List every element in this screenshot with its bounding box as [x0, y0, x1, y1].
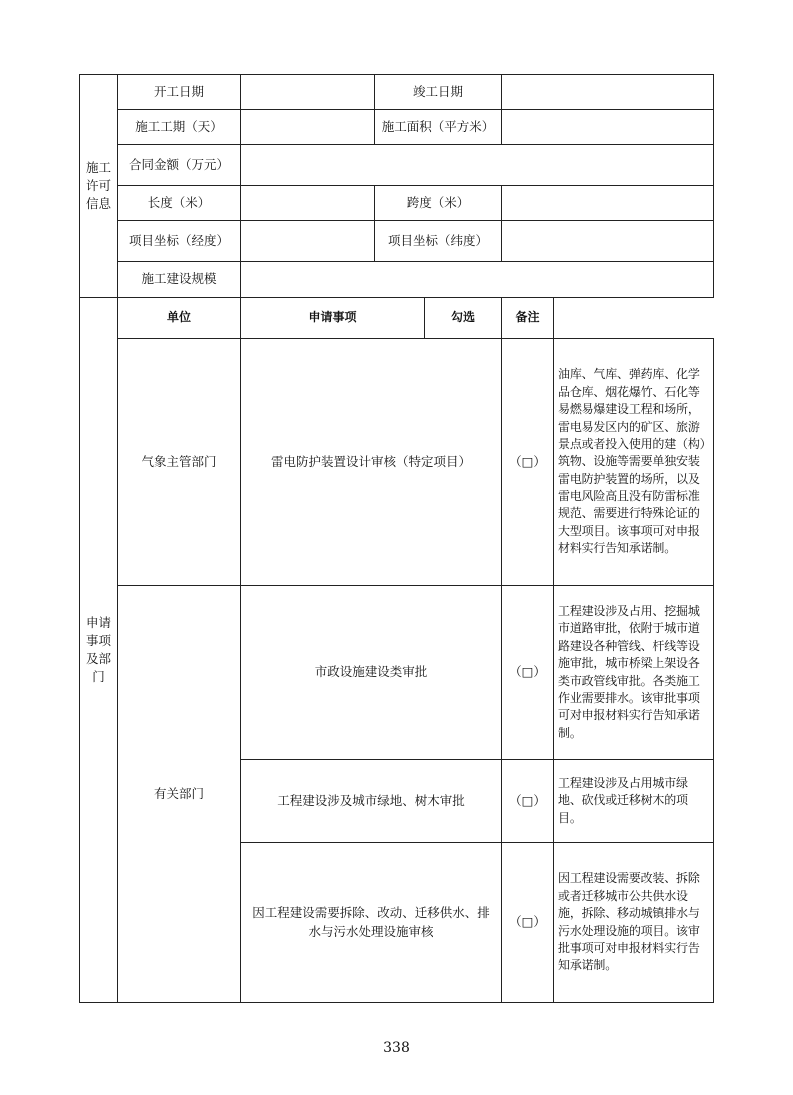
label-area: 施工面积（平方米）	[375, 110, 502, 145]
input-start-date[interactable]	[241, 75, 375, 110]
label-longitude: 项目坐标（经度）	[118, 221, 241, 262]
row-checkbox[interactable]: （□）	[502, 760, 554, 843]
section-title-application: 申请事项及部门	[80, 298, 118, 1003]
label-end-date: 竣工日期	[375, 75, 502, 110]
application-form-table	[79, 74, 714, 1003]
row-item: 雷电防护装置设计审核（特定项目）	[241, 339, 502, 586]
label-start-date: 开工日期	[118, 75, 241, 110]
row-note: 油库、气库、弹药库、化学品仓库、烟花爆竹、石化等易燃易爆建设工程和场所，雷电易发区内的矿区、旅游景点或者投入使用的建（构）筑物、设施等需要单独安装雷电防护装置的场所，以及雷电风险高且没有防雷标准规范、需要进行特殊论证的大型项目。该事项可对申报材料实行告知承诺制。	[554, 339, 714, 586]
row-checkbox[interactable]: （□）	[502, 843, 554, 1003]
row-note: 工程建设涉及占用城市绿地、砍伐或迁移树木的项目。	[554, 760, 714, 843]
input-longitude[interactable]	[241, 221, 375, 262]
row-note: 工程建设涉及占用、挖掘城市道路审批，依附于城市道路建设各种管线、杆线等设施审批，城市桥梁上架设各类市政管线审批。各类施工作业需要排水。该审批事项可对申报材料实行告知承诺制。	[554, 586, 714, 760]
input-latitude[interactable]	[502, 221, 714, 262]
row-item: 工程建设涉及城市绿地、树木审批	[241, 760, 502, 843]
header-note: 备注	[502, 298, 554, 339]
header-unit: 单位	[118, 298, 241, 339]
row-note: 因工程建设需要改装、拆除或者迁移城市公共供水设施，拆除、移动城镇排水与污水处理设施的项目。该审批事项可对申报材料实行告知承诺制。	[554, 843, 714, 1003]
label-latitude: 项目坐标（纬度）	[375, 221, 502, 262]
header-item: 申请事项	[241, 298, 425, 339]
header-check: 勾选	[425, 298, 502, 339]
input-contract-amount[interactable]	[241, 145, 714, 186]
row-unit: 气象主管部门	[118, 339, 241, 586]
label-contract-amount: 合同金额（万元）	[118, 145, 241, 186]
row-unit: 有关部门	[118, 586, 241, 1003]
row-checkbox[interactable]: （□）	[502, 586, 554, 760]
input-end-date[interactable]	[502, 75, 714, 110]
label-duration: 施工工期（天）	[118, 110, 241, 145]
input-construction-scale[interactable]	[241, 262, 714, 298]
label-span: 跨度（米）	[375, 186, 502, 221]
input-duration[interactable]	[241, 110, 375, 145]
input-length[interactable]	[241, 186, 375, 221]
row-item: 市政设施建设类审批	[241, 586, 502, 760]
row-item: 因工程建设需要拆除、改动、迁移供水、排水与污水处理设施审核	[241, 843, 502, 1003]
label-length: 长度（米）	[118, 186, 241, 221]
label-construction-scale: 施工建设规模	[118, 262, 241, 298]
input-area[interactable]	[502, 110, 714, 145]
input-span[interactable]	[502, 186, 714, 221]
row-checkbox[interactable]: （□）	[502, 339, 554, 586]
section-title-permit-info: 施工许可信息	[80, 75, 118, 298]
page-number: 338	[383, 1040, 410, 1056]
